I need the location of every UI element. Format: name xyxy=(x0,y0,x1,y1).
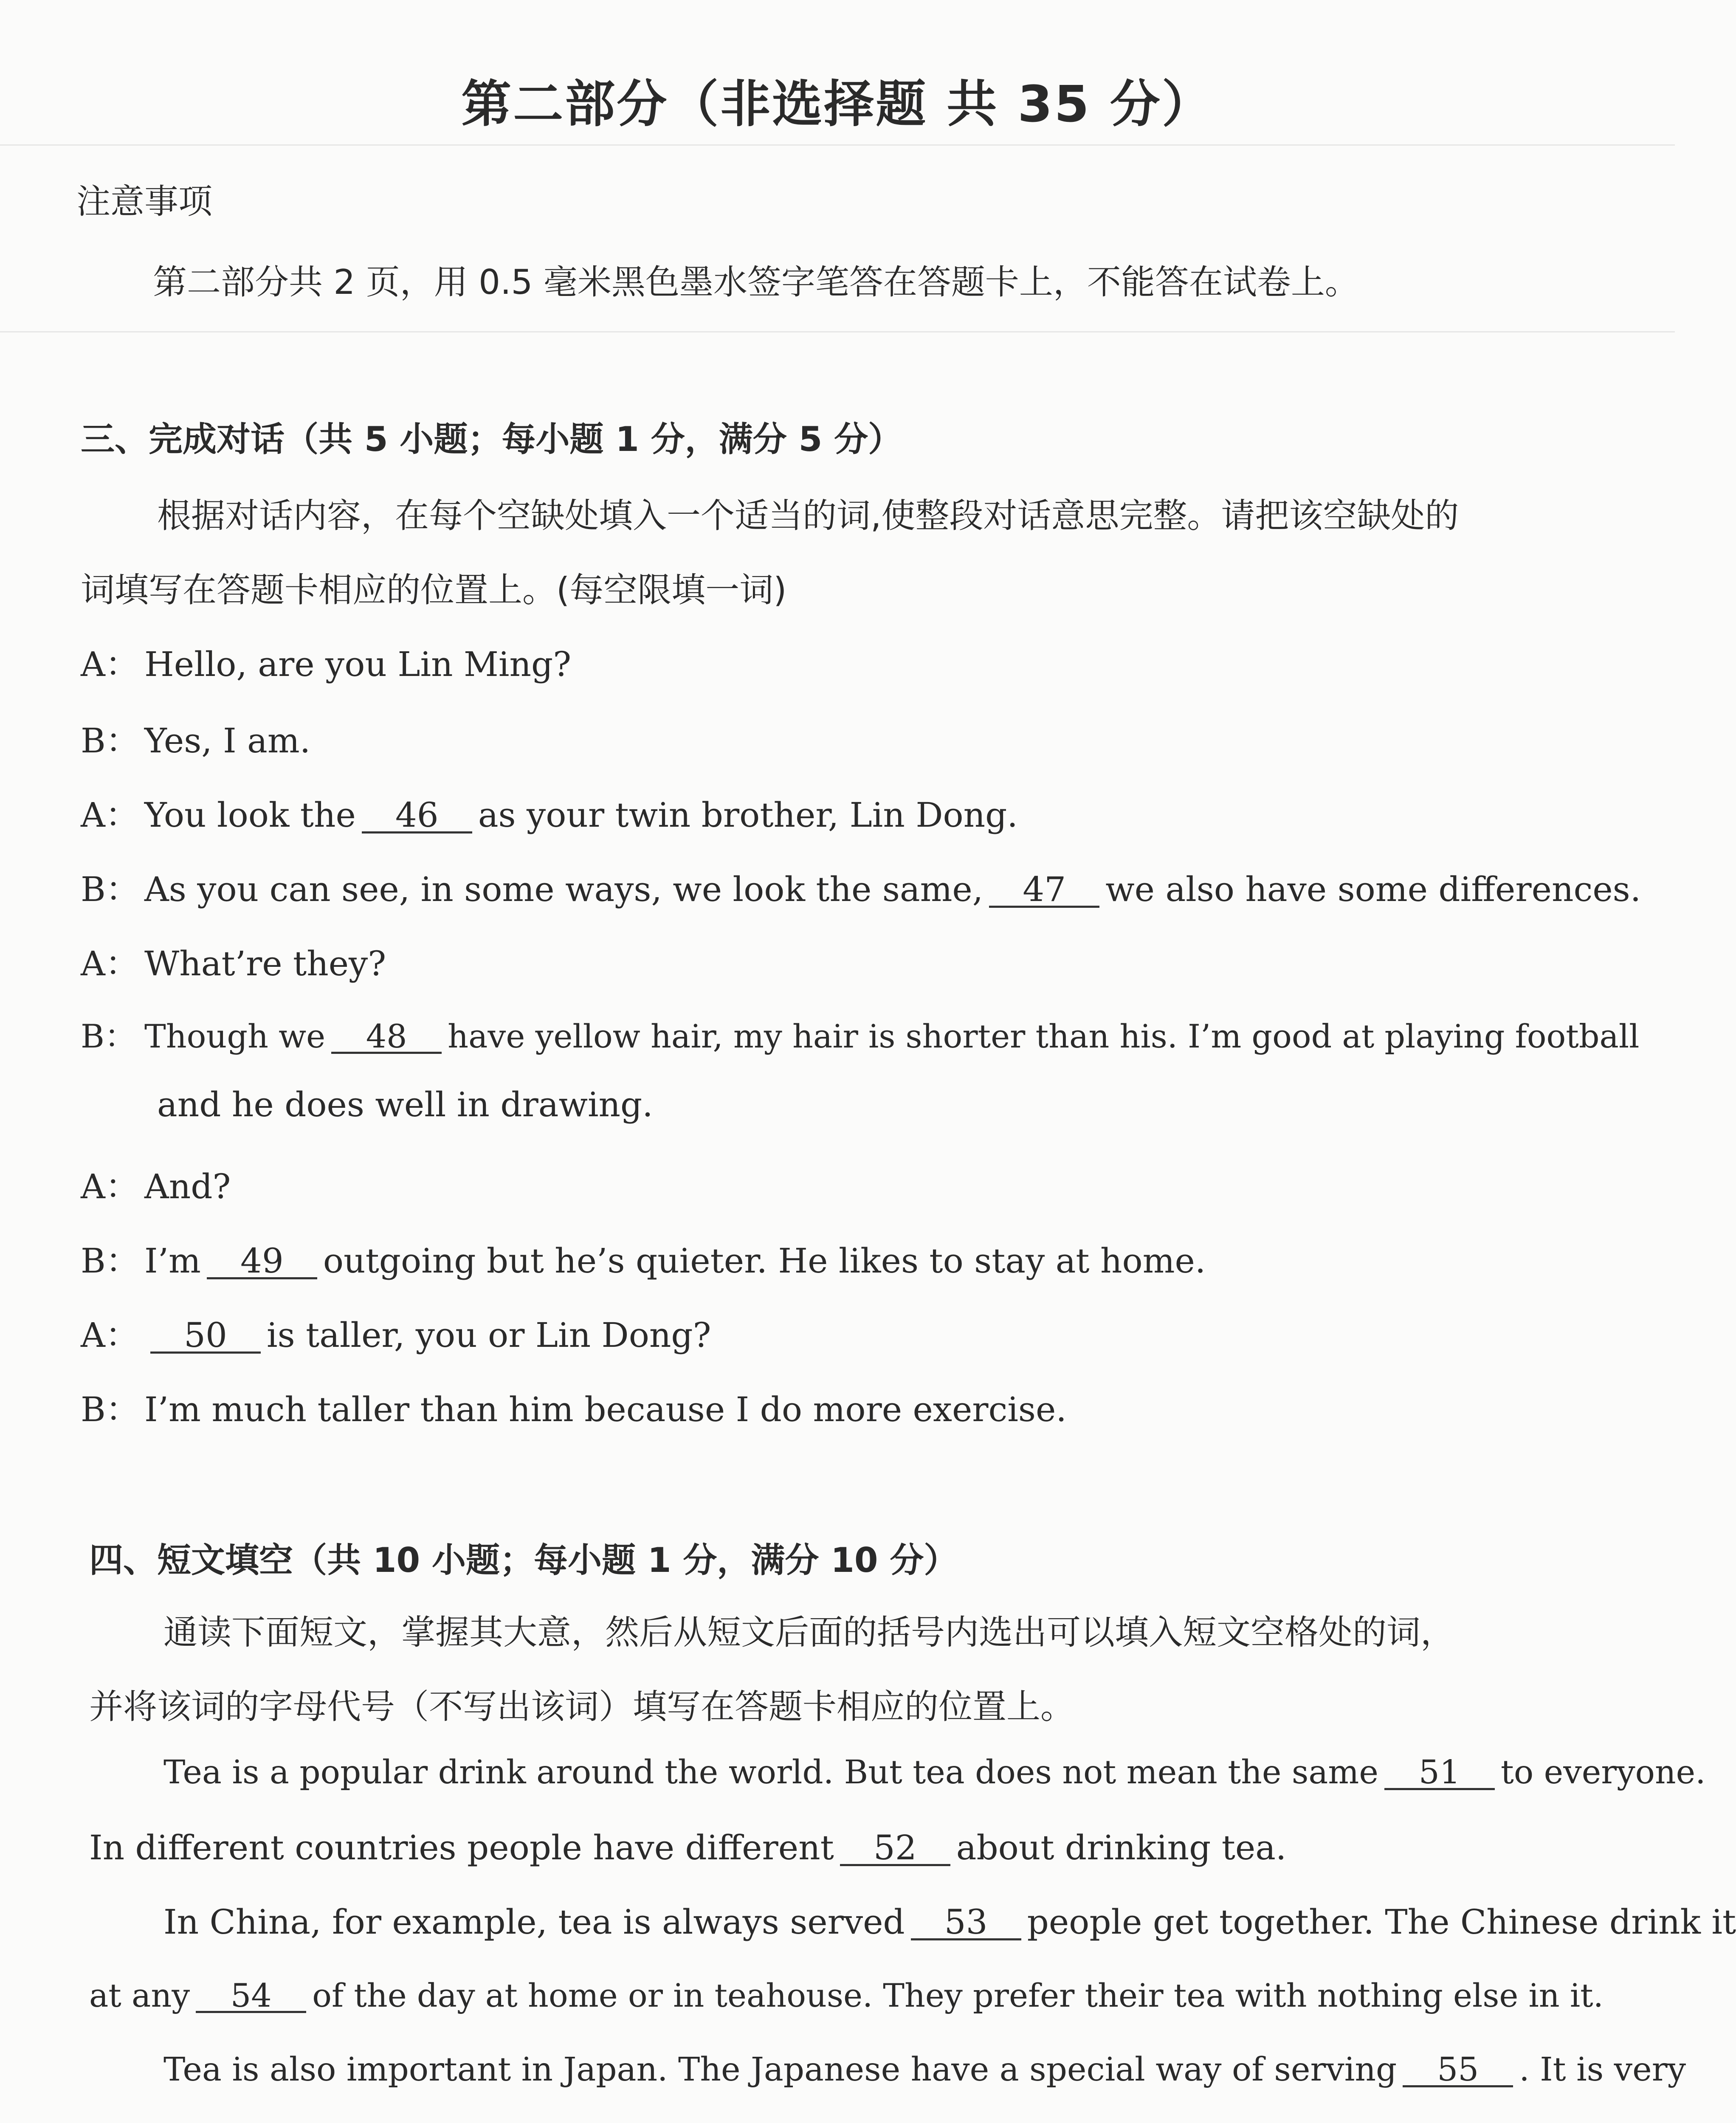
dialogue-line xyxy=(81,1308,711,1357)
notice-text: 第二部分共 2 页，用 0.5 毫米黑色墨水签字笔答在答题卡上，不能答在试卷上。 xyxy=(153,262,1359,302)
answer-blank: 46 xyxy=(362,799,472,833)
dialogue-line xyxy=(157,1085,653,1124)
dialogue-line xyxy=(81,862,1641,911)
passage-text: at any xyxy=(89,1977,190,2014)
speaker-label: B： xyxy=(81,1017,137,1055)
notice-heading: 注意事项 xyxy=(76,182,212,221)
answer-blank: 55 xyxy=(1403,2054,1513,2087)
dialogue-line xyxy=(81,713,310,762)
passage-text: Tea is also important in Japan. The Japanese have a special way of serving xyxy=(163,2051,1397,2089)
dialogue-text: You look the xyxy=(144,795,356,835)
answer-blank: 49 xyxy=(207,1245,317,1279)
dialogue-text: as your twin brother, Lin Dong. xyxy=(478,795,1018,835)
dialogue-text: I’m xyxy=(144,1241,201,1281)
passage-text: Tea is a popular drink around the world. But tea does not mean the same xyxy=(163,1754,1378,1791)
dialogue-text: Though we xyxy=(144,1017,326,1055)
speaker-label: A： xyxy=(81,944,139,983)
passage-text: In different countries people have different xyxy=(89,1828,834,1867)
passage-text: people get together. The Chinese drink it xyxy=(1027,1902,1736,1942)
dialogue-text: outgoing but he’s quieter. He likes to stay at home. xyxy=(323,1241,1206,1281)
dialogue-text: And? xyxy=(144,1167,231,1206)
section4-heading: 四、短文填空（共 10 小题；每小题 1 分，满分 10 分） xyxy=(89,1540,958,1580)
passage-line xyxy=(163,2051,1686,2089)
passage-text: to everyone. xyxy=(1500,1754,1706,1791)
dialogue-text: we also have some differences. xyxy=(1105,870,1641,909)
answer-blank: 53 xyxy=(911,1906,1021,1940)
dialogue-text: is taller, you or Lin Dong? xyxy=(267,1315,711,1355)
speaker-label: B： xyxy=(81,1390,140,1429)
passage-text: about drinking tea. xyxy=(956,1828,1287,1867)
passage-line xyxy=(89,1977,1604,2014)
section4-instruction: 并将该词的字母代号（不写出该词）填写在答题卡相应的位置上。 xyxy=(89,1687,1074,1726)
speaker-label: A： xyxy=(81,1167,139,1206)
speaker-label: B： xyxy=(81,1241,140,1281)
answer-blank: 50 xyxy=(150,1319,261,1354)
section3-instruction: 词填写在答题卡相应的位置上。(每空限填一词) xyxy=(81,570,787,610)
dialogue-line xyxy=(81,637,571,686)
passage-text: In China, for example, tea is always served xyxy=(163,1902,905,1942)
scan-fold-line xyxy=(0,144,1675,146)
dialogue-line xyxy=(81,936,386,985)
dialogue-text: What’re they? xyxy=(144,944,386,983)
passage-text: of the day at home or in teahouse. They prefer their tea with nothing else in it. xyxy=(312,1977,1604,2014)
answer-blank: 48 xyxy=(331,1021,442,1054)
dialogue-text: have yellow hair, my hair is shorter than his. I’m good at playing football xyxy=(448,1017,1640,1055)
answer-blank: 47 xyxy=(989,873,1099,908)
dialogue-line xyxy=(81,788,1018,836)
answer-blank: 52 xyxy=(840,1832,950,1866)
scan-fold-line xyxy=(0,331,1675,332)
dialogue-text: and he does well in drawing. xyxy=(157,1085,653,1124)
dialogue-text: Yes, I am. xyxy=(144,721,311,760)
speaker-label: A： xyxy=(81,645,139,684)
dialogue-text: Hello, are you Lin Ming? xyxy=(144,645,572,684)
dialogue-line xyxy=(81,1233,1206,1282)
dialogue-line xyxy=(81,1382,1067,1431)
speaker-label: A： xyxy=(81,1315,139,1355)
dialogue-text: I’m much taller than him because I do more exercise. xyxy=(144,1390,1067,1429)
dialogue-text: As you can see, in some ways, we look the same, xyxy=(144,870,984,909)
passage-line xyxy=(163,1902,1736,1942)
passage-line xyxy=(163,1754,1706,1791)
answer-blank: 54 xyxy=(196,1980,306,2013)
speaker-label: B： xyxy=(81,721,140,760)
dialogue-line xyxy=(81,1011,1639,1057)
passage-text: . It is very xyxy=(1519,2051,1686,2089)
page-title: 第二部分（非选择题 共 35 分） xyxy=(461,75,1214,133)
dialogue-line xyxy=(81,1159,231,1208)
section3-heading: 三、完成对话（共 5 小题；每小题 1 分，满分 5 分） xyxy=(81,420,902,459)
section4-instruction: 通读下面短文，掌握其大意，然后从短文后面的括号内选出可以填入短文空格处的词， xyxy=(163,1613,1454,1652)
answer-blank: 51 xyxy=(1384,1757,1495,1790)
speaker-label: B： xyxy=(81,870,140,909)
speaker-label: A： xyxy=(81,795,139,835)
passage-line xyxy=(89,1828,1286,1867)
section3-instruction: 根据对话内容，在每个空缺处填入一个适当的词,使整段对话意思完整。请把该空缺处的 xyxy=(157,496,1459,535)
